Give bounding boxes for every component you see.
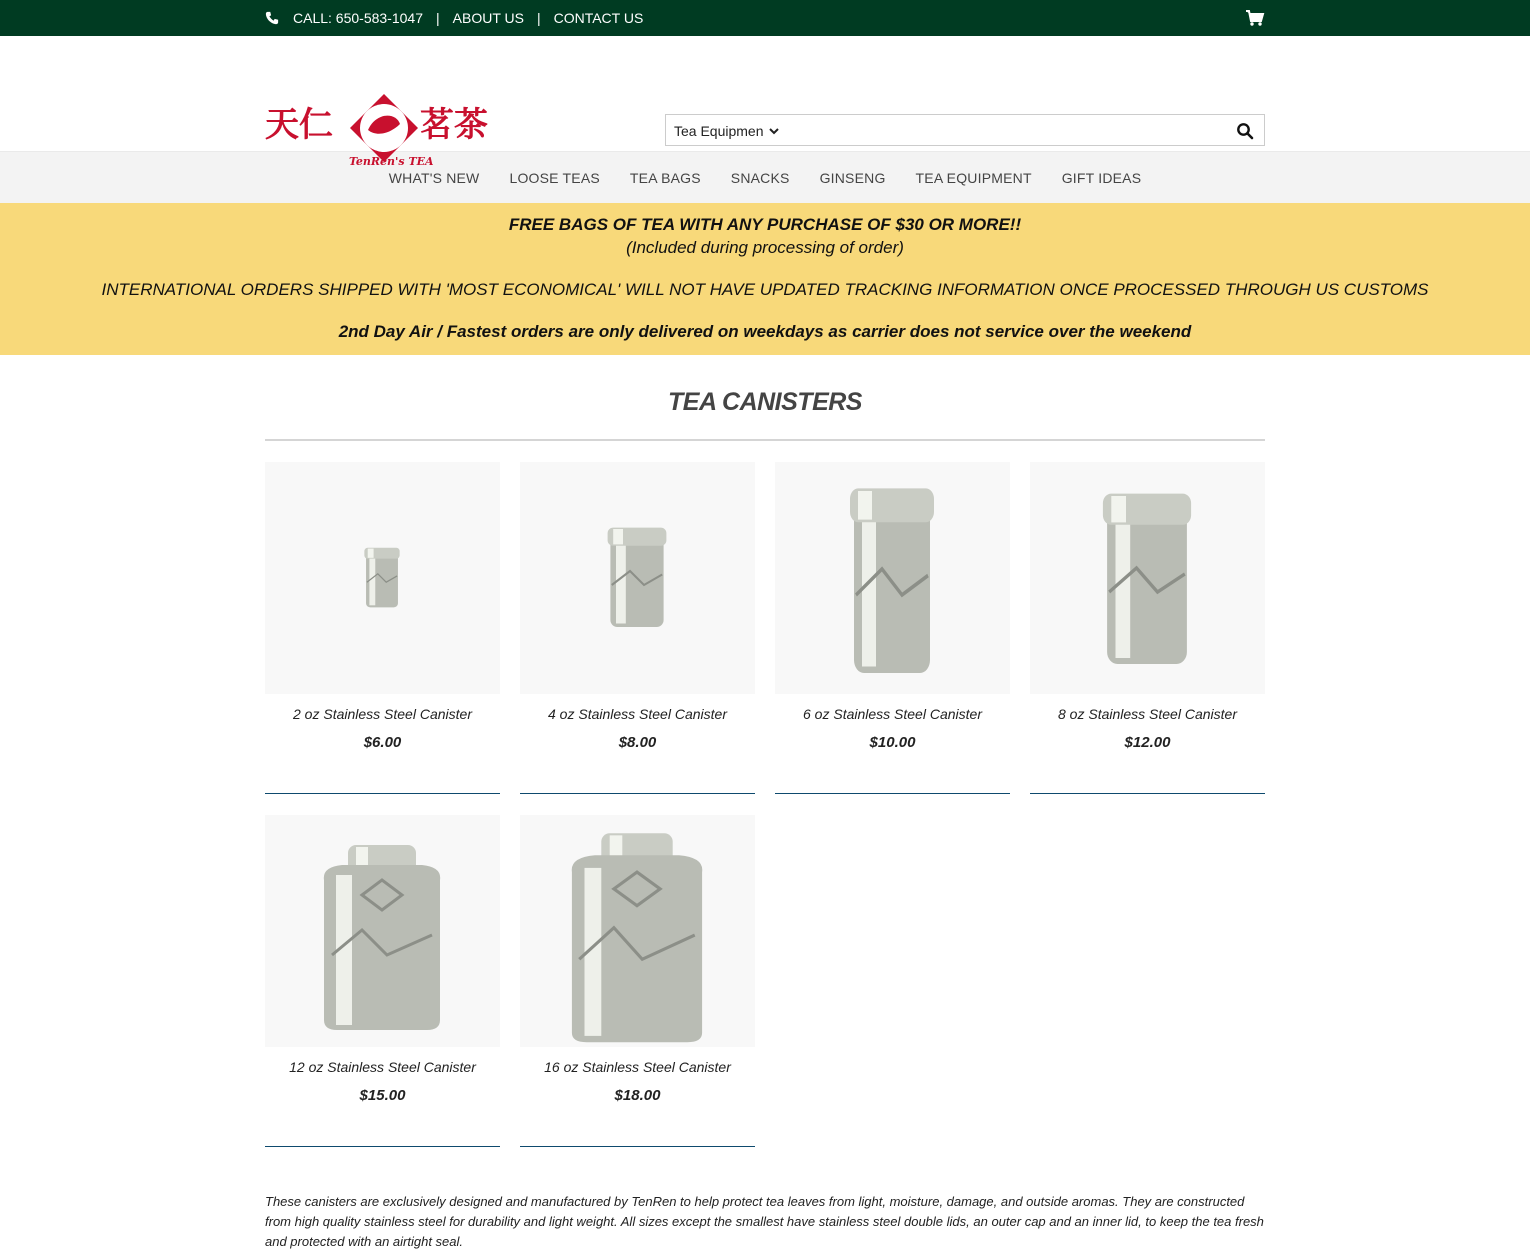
product-card[interactable] bbox=[265, 815, 500, 1147]
product-image[interactable] bbox=[520, 462, 755, 694]
product-image[interactable] bbox=[1030, 462, 1265, 694]
product-price: $10.00 bbox=[869, 734, 916, 751]
product-image[interactable] bbox=[265, 815, 500, 1047]
product-card[interactable] bbox=[1030, 462, 1265, 794]
search-bar bbox=[665, 114, 1265, 146]
about-us-link[interactable]: ABOUT US bbox=[452, 10, 524, 26]
svg-text:天仁: 天仁 bbox=[265, 105, 333, 145]
promo-2nd-day-air: 2nd Day Air / Fastest orders are only delivered on weekdays as carrier does not service over the weekend bbox=[338, 322, 1192, 341]
tenren-logo[interactable] bbox=[265, 92, 505, 168]
header bbox=[0, 36, 1530, 168]
top-bar bbox=[0, 0, 1530, 36]
nav-gift-ideas[interactable]: GIFT IDEAS bbox=[1061, 169, 1142, 186]
product-card[interactable] bbox=[520, 462, 755, 794]
product-name[interactable]: 2 oz Stainless Steel Canister bbox=[293, 706, 472, 722]
svg-text:茗茶: 茗茶 bbox=[420, 105, 488, 145]
nav-ginseng[interactable]: GINSENG bbox=[819, 169, 886, 186]
nav-tea-equipment[interactable]: TEA EQUIPMENT bbox=[915, 169, 1032, 186]
nav-loose-teas[interactable]: LOOSE TEAS bbox=[509, 169, 600, 186]
product-image[interactable] bbox=[520, 815, 755, 1047]
product-price: $15.00 bbox=[359, 1087, 406, 1104]
product-name[interactable]: 12 oz Stainless Steel Canister bbox=[289, 1059, 476, 1075]
main-nav bbox=[0, 151, 1530, 203]
nav-tea-bags[interactable]: TEA BAGS bbox=[629, 169, 701, 186]
product-name[interactable]: 8 oz Stainless Steel Canister bbox=[1058, 706, 1237, 722]
product-image[interactable] bbox=[775, 462, 1010, 694]
product-card[interactable] bbox=[265, 462, 500, 794]
product-price: $18.00 bbox=[614, 1087, 661, 1104]
product-name[interactable]: 4 oz Stainless Steel Canister bbox=[548, 706, 727, 722]
product-price: $12.00 bbox=[1124, 734, 1171, 751]
category-select[interactable] bbox=[670, 119, 782, 143]
nav-snacks[interactable]: SNACKS bbox=[730, 169, 790, 186]
promo-free-bags: FREE BAGS OF TEA WITH ANY PURCHASE OF $30 OR MORE!! bbox=[508, 215, 1022, 234]
cart-icon[interactable] bbox=[1245, 9, 1265, 27]
product-card[interactable] bbox=[775, 462, 1010, 794]
category-description: These canisters are exclusively designed and manufactured by TenRen to help protect tea leaves from light, moisture, damage, and outside aromas. They are constructed from high quality stainless steel for durability and light weight. All sizes except the smallest have stainless steel double lids, an outer cap and an inner lid, to keep the tea fresh and protected with an airtight seal. bbox=[265, 1194, 1264, 1249]
svg-text:TenRen's TEA: TenRen's TEA bbox=[349, 155, 434, 168]
call-link[interactable]: CALL: 650-583-1047 bbox=[293, 10, 423, 26]
separator: | bbox=[536, 10, 541, 26]
nav-whats-new[interactable]: WHAT'S NEW bbox=[388, 169, 480, 186]
title-divider bbox=[265, 439, 1265, 441]
product-name[interactable]: 16 oz Stainless Steel Canister bbox=[544, 1059, 731, 1075]
separator: | bbox=[436, 10, 440, 26]
product-name[interactable]: 6 oz Stainless Steel Canister bbox=[803, 706, 982, 722]
page-title: TEA CANISTERS bbox=[668, 388, 862, 416]
product-image[interactable] bbox=[265, 462, 500, 694]
top-bar-links bbox=[265, 0, 643, 36]
promo-international: INTERNATIONAL ORDERS SHIPPED WITH 'MOST ECONOMICAL' WILL NOT HAVE UPDATED TRACKING INFORMATION ONCE PROCESSED THROUGH US CUSTOMS bbox=[101, 280, 1429, 299]
product-price: $8.00 bbox=[618, 734, 657, 751]
product-price: $6.00 bbox=[363, 734, 402, 751]
promo-banner bbox=[0, 203, 1530, 355]
promo-note: (Included during processing of order) bbox=[626, 238, 904, 257]
contact-us-link[interactable]: CONTACT US bbox=[553, 10, 644, 26]
phone-icon bbox=[265, 11, 279, 25]
search-icon[interactable] bbox=[1236, 122, 1254, 140]
product-card[interactable] bbox=[520, 815, 755, 1147]
